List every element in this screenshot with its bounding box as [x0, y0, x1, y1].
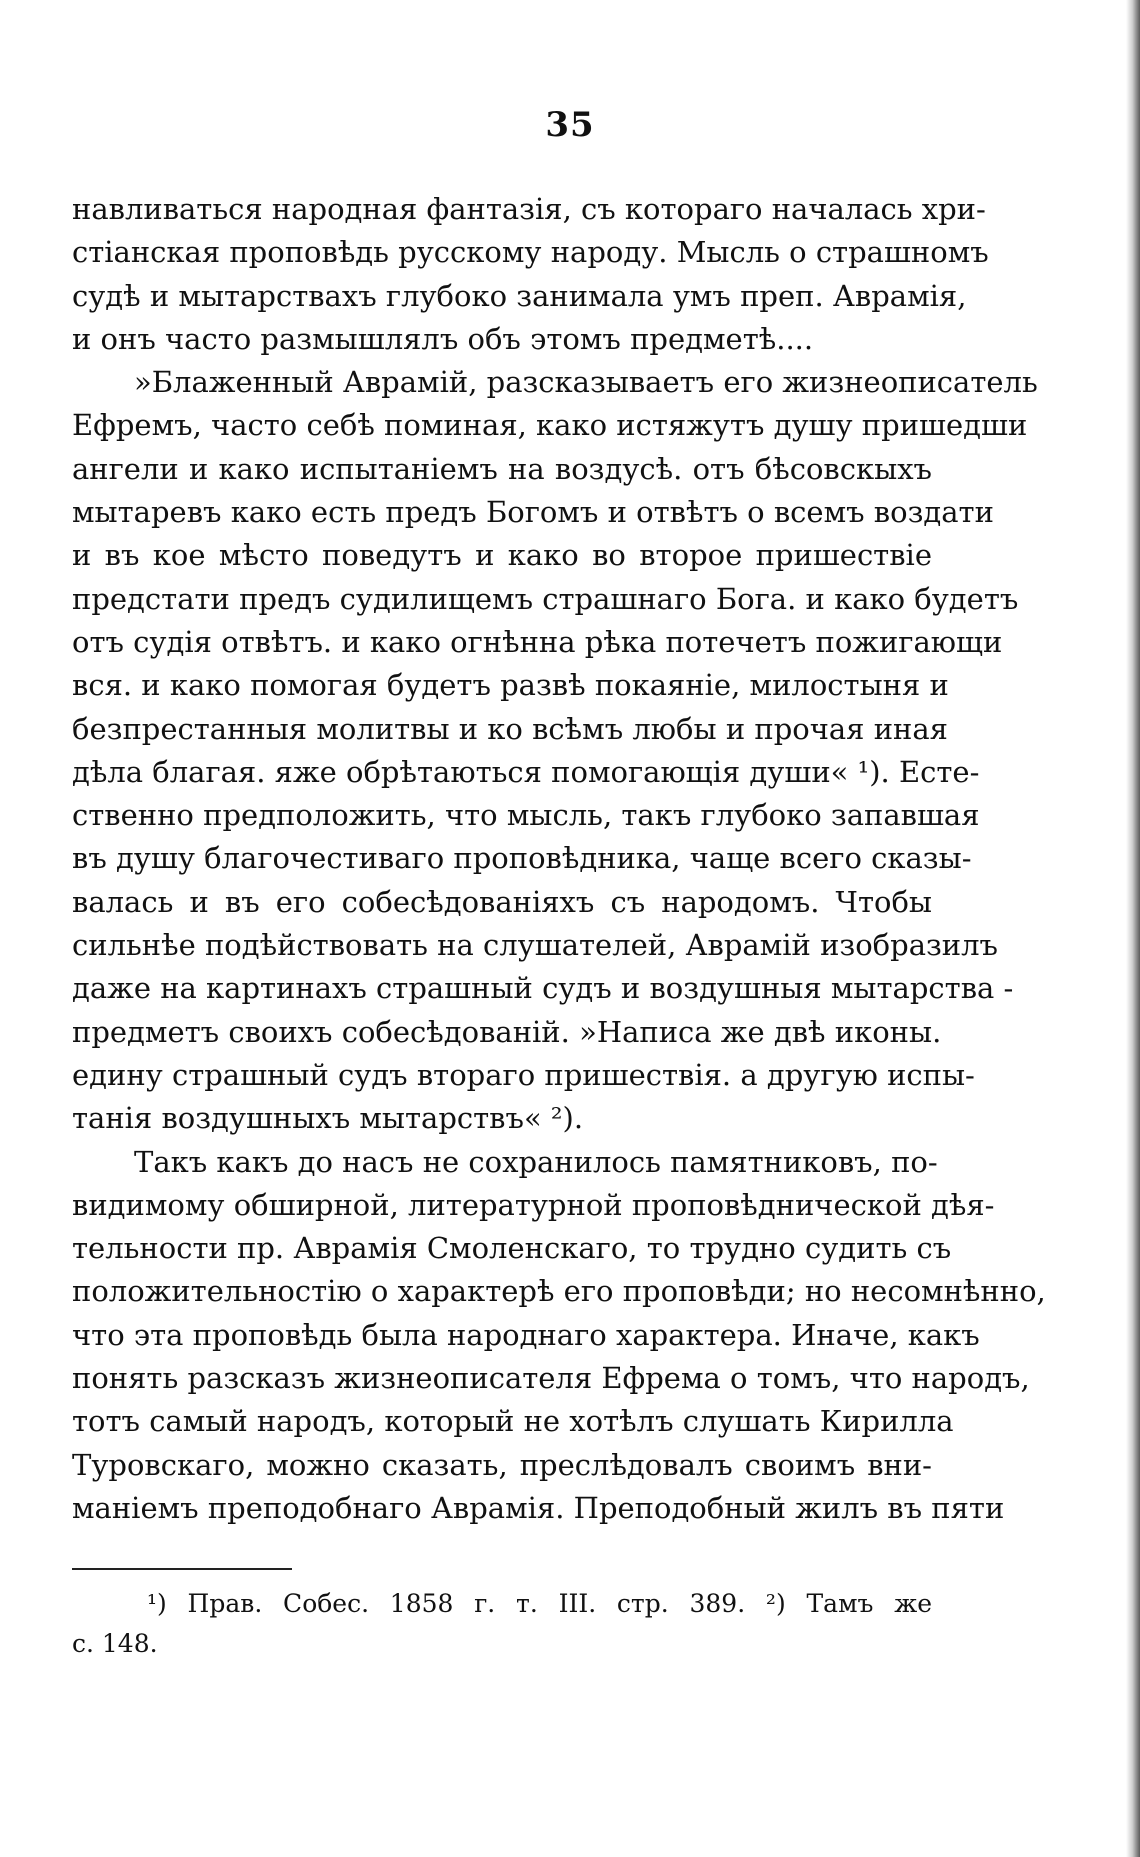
- text-line: даже на картинахъ страшный судъ и воздушныя мытарства -: [72, 971, 1014, 1006]
- footnote-line: ¹) Прав. Собес. 1858 г. т. III. стр. 389. ²) Тамъ же: [147, 1589, 932, 1618]
- text-line: навливаться народная фантазія, съ котораго началась хри-: [72, 192, 986, 226]
- text-line: дѣла благая. яже обрѣтаються помогающія души« ¹). Есте-: [72, 754, 980, 789]
- text-line: положительностію о характерѣ его проповѣди; но несомнѣнно,: [72, 1274, 1046, 1309]
- text-line: танія воздушныхъ мытарствъ« ²).: [72, 1101, 584, 1136]
- text-line: сильнѣе подѣйствовать на слушателей, Аврамій изобразилъ: [72, 928, 999, 963]
- page-edge-shadow: [1126, 0, 1140, 1857]
- text-line: Туровскаго, можно сказать, преслѣдовалъ своимъ вни-: [72, 1447, 932, 1482]
- text-line: Ефремъ, часто себѣ поминая, како истяжутъ душу пришедши: [72, 408, 1028, 443]
- text-line: Такъ какъ до насъ не сохранилось памятниковъ, по-: [134, 1144, 938, 1179]
- text-line: тельности пр. Аврамія Смоленскаго, то трудно судить съ: [72, 1231, 952, 1266]
- text-line: маніемъ преподобнаго Аврамія. Преподобный жилъ въ пяти: [72, 1490, 1005, 1525]
- text-line: вся. и како помогая будетъ развѣ покаяніе, милостыня и: [72, 668, 949, 703]
- text-line: ангели и како испытаніемъ на воздусѣ. отъ бѣсовскыхъ: [72, 451, 932, 486]
- text-line: мытаревъ како есть предъ Богомъ и отвѣтъ о всемъ воздати: [72, 495, 994, 530]
- text-line: и въ кое мѣсто поведутъ и како во второе пришествіе: [72, 538, 932, 573]
- text-line: судѣ и мытарствахъ глубоко занимала умъ преп. Аврамія,: [72, 278, 967, 313]
- page-number: 35: [545, 105, 595, 145]
- text-line: отъ судія отвѣтъ. и како огнѣнна рѣка потечетъ пожигающи: [72, 624, 1003, 659]
- text-line: предметъ своихъ собесѣдованій. »Написа же двѣ иконы.: [72, 1014, 942, 1049]
- footnotes: [72, 1584, 932, 1664]
- text-line: стіанская проповѣдь русскому народу. Мысль о страшномъ: [72, 235, 989, 270]
- text-line: въ душу благочестиваго проповѣдника, чаще всего сказы-: [72, 841, 972, 876]
- text-line: понять разсказъ жизнеописателя Ефрема о томъ, что народъ,: [72, 1361, 1030, 1396]
- text-line: и онъ часто размышлялъ объ этомъ предметѣ....: [72, 321, 814, 356]
- text-line: ственно предположить, что мысль, такъ глубоко запавшая: [72, 798, 980, 833]
- text-line: безпрестанныя молитвы и ко всѣмъ любы и прочая иная: [72, 711, 948, 746]
- text-line: видимому обширной, литературной проповѣднической дѣя-: [72, 1187, 995, 1222]
- text-line: предстати предъ судилищемъ страшнаго Бога. и како будетъ: [72, 581, 1019, 616]
- text-line: едину страшный судъ втораго пришествія. а другую испы-: [72, 1057, 975, 1092]
- footnote-divider: [72, 1568, 292, 1570]
- main-text: [72, 188, 1046, 1530]
- text-line: »Блаженный Аврамій, разсказываетъ его жизнеописатель: [134, 365, 1038, 400]
- text-line: тотъ самый народъ, который не хотѣлъ слушать Кирилла: [72, 1404, 954, 1439]
- footnote-line: с. 148.: [72, 1629, 158, 1658]
- text-line: что эта проповѣдь была народнаго характера. Иначе, какъ: [72, 1317, 980, 1352]
- text-line: валась и въ его собесѣдованіяхъ съ народомъ. Чтобы: [72, 884, 932, 919]
